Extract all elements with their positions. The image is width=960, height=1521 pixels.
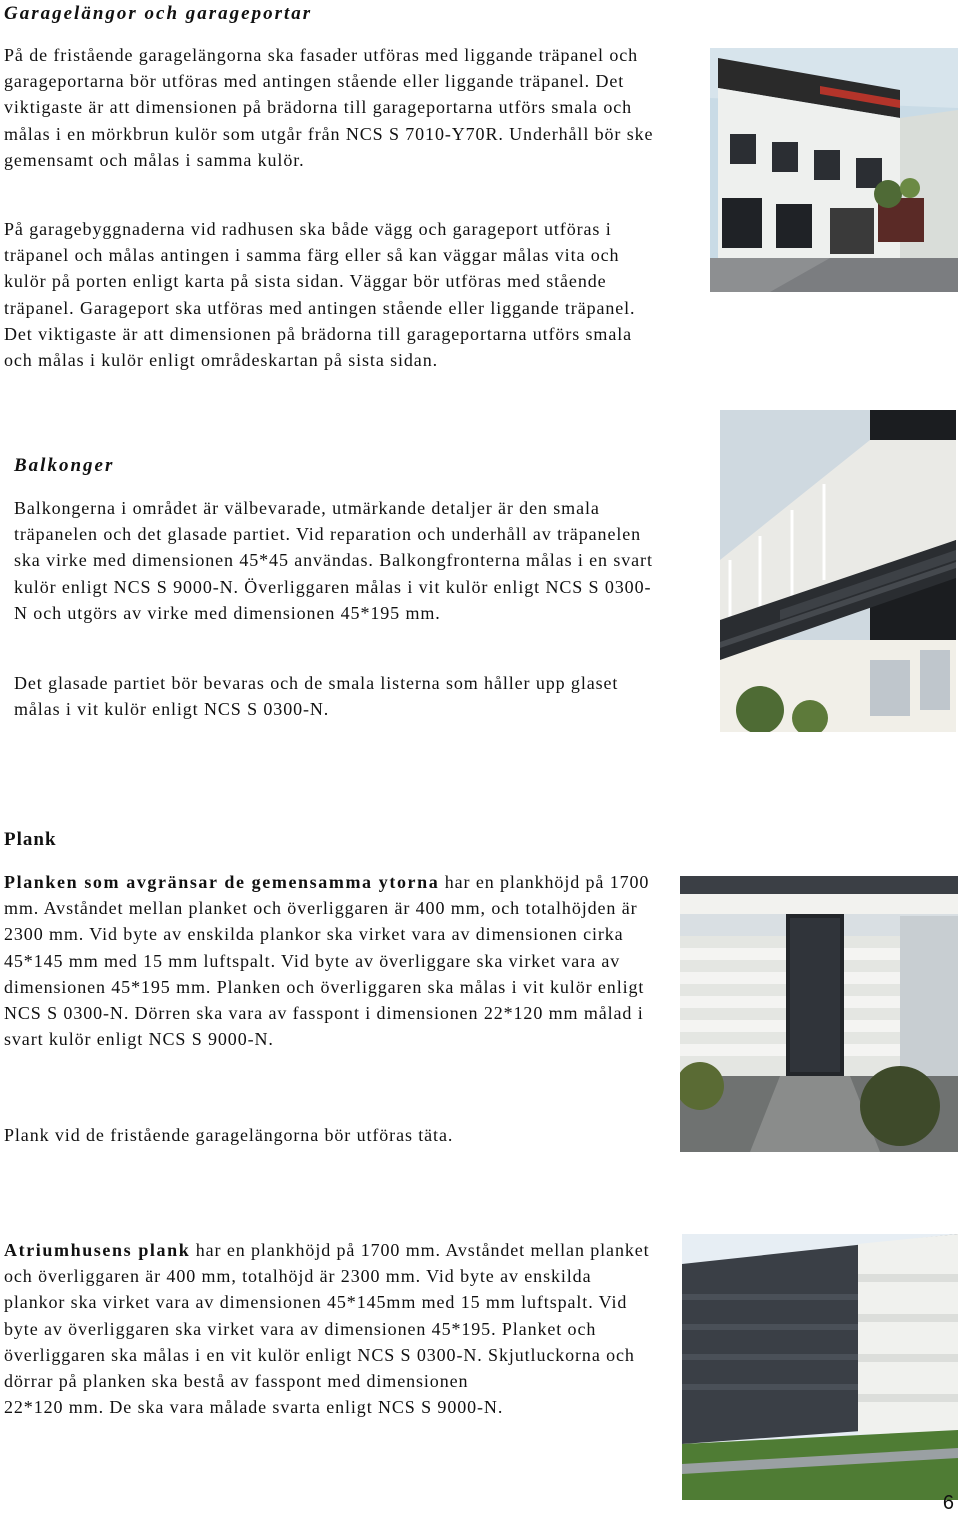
atrium-text: har en plankhöjd på 1700 mm. Avståndet mellan planket och överliggaren är 400 mm, totalhöjd är 2300 mm. Vid byte av enskilda plankor ska virket vara av dimensionen 45*145mm med 15 mm luftspalt. Vid byte av överliggaren ska virket vara av dimensionen 45*195. Planket och överliggaren ska målas i en vit kulör enligt NCS S 0300-N. Skjutluckorna och dörrar på planken ska bestå av fasspont med dimensionen <box>4 1240 650 1392</box>
heading-plank: Plank <box>4 829 57 850</box>
paragraph-balkonger-1: Balkongerna i området är välbevarade, utmärkande detaljer är den smala träpanelen och det glasade partiet. Vid reparation och underhåll av träpanelen ska virke med dimensionen 45*45 användas. Balkongfronterna målas i en svart kulör enligt NCS S 9000-N. Överliggaren målas i vit kulör enligt NCS S 0300-N och utgörs av virke med dimensionen 45*195 mm. <box>14 498 653 623</box>
heading-garage: Garagelängor och garageportar <box>4 3 313 24</box>
plank-text: har en plankhöjd på 1700 mm. Avståndet mellan planket och överliggaren är 400 mm, och totalhöjden är 2300 mm. Vid byte av enskilda plankor ska virket vara av dimensionen cirka 45*145 mm med 15 mm luftspalt. Vid byte av överliggare ska virket vara av dimensionen 45*195 mm. Planken och överliggaren ska målas i vit kulör enligt NCS S 0300-N. Dörren ska vara av fasspont i dimensionen 22*120 mm målad i svart kulör enligt NCS S 9000-N. <box>4 872 650 1050</box>
paragraph-garage-2: På garagebyggnaderna vid radhusen ska både vägg och garageport utföras i träpanel och målas antingen i samma färg eller så kan väggar målas vita och kulör på porten enligt karta på sista sidan. Väggar bör utföras med stående träpanel. Garageport ska utföras med antingen stående eller liggande träpanel. Det viktigaste är att dimensionen på brädorna till garageportarna utförs smala och målas i kulör enligt områdeskartan på sista sidan. <box>4 219 636 371</box>
page-number: 6 <box>942 1492 954 1514</box>
heading-balkonger: Balkonger <box>14 455 115 476</box>
paragraph-atrium <box>4 1237 654 1420</box>
atrium-lead-bold: Atriumhusens plank <box>4 1240 191 1260</box>
paragraph-balkonger-2: Det glasade partiet bör bevaras och de smala listerna som håller upp glaset målas i vit kulör enligt NCS S 0300-N. <box>14 673 619 720</box>
photo-terraced-houses <box>710 48 958 292</box>
plank-lead-bold: Planken som avgränsar de gemensamma ytorna <box>4 872 440 892</box>
paragraph-garage-1: På de fristående garagelängorna ska fasader utföras med liggande träpanel och garageportarna bör utföras med antingen stående eller liggande träpanel. Det viktigaste är att dimensionen på brädorna till garageportarna utförs smala och målas i en mörkbrun kulör som utgår från NCS S 7010-Y70R. Underhåll bör ske gemensamt och målas i samma kulör. <box>4 45 654 170</box>
photo-atrium-fence <box>682 1234 958 1500</box>
atrium-text-last: 22*120 mm. De ska vara målade svarta enligt NCS S 9000-N. <box>4 1397 504 1418</box>
paragraph-plank-1 <box>4 869 654 1052</box>
photo-plank-fence <box>680 876 958 1152</box>
paragraph-plank-2: Plank vid de fristående garagelängorna bör utföras täta. <box>4 1125 454 1145</box>
photo-balcony <box>720 410 956 732</box>
